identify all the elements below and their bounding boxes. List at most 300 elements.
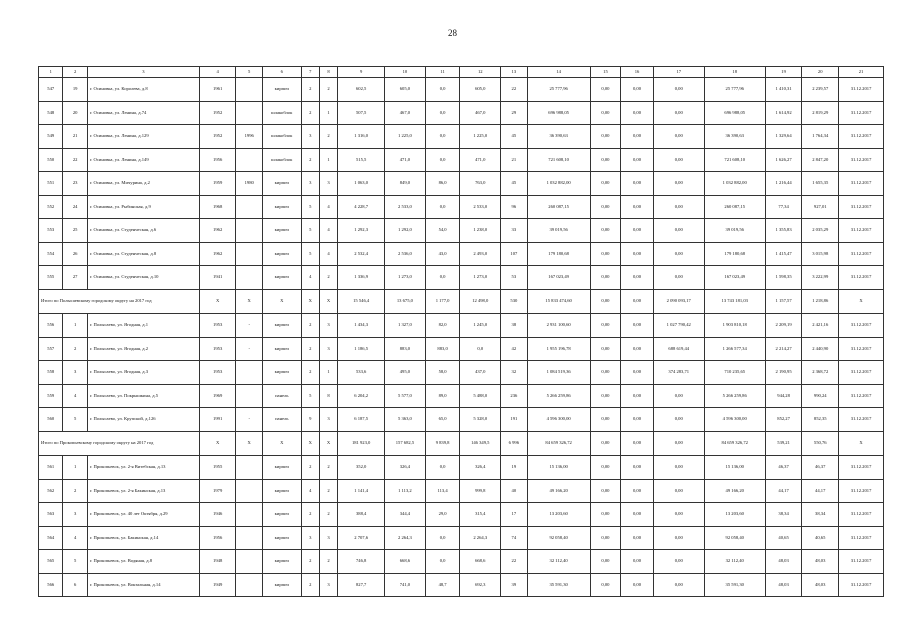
table-cell: 1952	[199, 101, 236, 125]
table-cell: 2	[319, 503, 337, 527]
table-cell: 0,00	[653, 195, 704, 219]
table-cell: 0,00	[590, 431, 621, 456]
table-cell: 36 390,63	[704, 125, 765, 149]
table-cell: 22	[501, 78, 527, 102]
table-cell: 46,37	[765, 456, 802, 480]
table-cell: 553	[39, 219, 63, 243]
table-cell: 107	[501, 242, 527, 266]
table-cell: 21	[63, 125, 87, 149]
column-number-cell: 11	[425, 67, 460, 78]
table-cell: 0,00	[653, 384, 704, 408]
table-cell: 3	[301, 125, 319, 149]
address-cell: г. Осиновка, ул. Ленина, д.149	[87, 148, 199, 172]
table-cell: 84 659 326,72	[704, 431, 765, 456]
table-cell: 4	[319, 219, 337, 243]
column-number-cell: 7	[301, 67, 319, 78]
table-cell: 565	[39, 550, 63, 574]
table-cell: панель	[262, 384, 301, 408]
table-cell: 17	[501, 503, 527, 527]
table-cell: 65,0	[425, 408, 460, 432]
table-cell: 547	[39, 78, 63, 102]
table-cell: 2 819,29	[802, 101, 839, 125]
address-cell: г. Прокопьевск, ул. Бакинская, д.14	[87, 526, 199, 550]
table-cell: 44,17	[765, 479, 802, 503]
table-cell: 2 264,3	[460, 526, 501, 550]
table-cell: 46,37	[802, 456, 839, 480]
table-cell: 0,00	[653, 219, 704, 243]
table-cell: 827,7	[338, 573, 385, 597]
column-number-cell: 17	[653, 67, 704, 78]
table-cell: 1955	[199, 456, 236, 480]
table-cell: 1 655,35	[802, 172, 839, 196]
table-cell: 1941	[199, 266, 236, 290]
table-cell: 3 222,99	[802, 266, 839, 290]
table-cell: кирпич	[262, 78, 301, 102]
table-cell: кирпич	[262, 337, 301, 361]
table-cell: 315,4	[460, 503, 501, 527]
table-cell: 0,00	[653, 526, 704, 550]
table-cell: 3	[319, 408, 337, 432]
table-cell: 1 292,0	[385, 219, 426, 243]
total-row	[39, 431, 884, 456]
table-cell: 2 533,0	[385, 195, 426, 219]
table-cell: 605,0	[460, 78, 501, 102]
table-cell: 31.12.2017	[839, 172, 884, 196]
table-cell: 0,00	[621, 219, 654, 243]
table-cell: 31.12.2017	[839, 384, 884, 408]
table-cell: 2 368,72	[802, 361, 839, 385]
table-cell: 1 238,0	[460, 219, 501, 243]
table-cell: 557	[39, 337, 63, 361]
table-cell: 1 113,2	[385, 479, 426, 503]
table-cell: 22	[63, 148, 87, 172]
table-cell	[236, 101, 262, 125]
table-cell: 0,00	[590, 242, 621, 266]
table-cell: 1 216,44	[765, 172, 802, 196]
table-cell: 4 228,7	[338, 195, 385, 219]
table-cell: 260 087,15	[527, 195, 590, 219]
table-cell: X	[236, 431, 262, 456]
table-cell: 1946	[199, 503, 236, 527]
table-cell: 944,28	[765, 384, 802, 408]
table-cell: 31.12.2017	[839, 148, 884, 172]
table-cell: 559	[39, 384, 63, 408]
table-cell: 1 316,0	[338, 125, 385, 149]
table-cell: 35 591,30	[527, 573, 590, 597]
address-cell: г. Полысаево, ул. Ягодная, д.2	[87, 337, 199, 361]
table-cell: 3	[319, 337, 337, 361]
table-row	[39, 573, 884, 597]
column-number-cell: 18	[704, 67, 765, 78]
table-cell: 15 833 474,60	[527, 289, 590, 314]
table-cell: 1 955 196,78	[527, 337, 590, 361]
table-cell: 2 931 100,60	[527, 314, 590, 338]
table-cell: 564	[39, 526, 63, 550]
table-cell: 2 493,0	[460, 242, 501, 266]
column-number-cell: 1	[39, 67, 63, 78]
address-cell: г. Прокопьевск, ул. 40 лет Октября, д.29	[87, 503, 199, 527]
table-cell	[236, 361, 262, 385]
table-cell: 550	[39, 148, 63, 172]
address-cell: г. Осиновка, ул. Студенческая, д.10	[87, 266, 199, 290]
table-cell: 0,00	[621, 361, 654, 385]
column-number-cell: 3	[87, 67, 199, 78]
table-cell: 31.12.2017	[839, 337, 884, 361]
table-cell: 0,00	[590, 314, 621, 338]
address-cell: г. Прокопьевск, ул. 2-я Бакинская, д.13	[87, 479, 199, 503]
table-cell: 2	[301, 314, 319, 338]
table-cell: 1 327,0	[385, 314, 426, 338]
table-cell: 2 190,95	[765, 361, 802, 385]
table-cell: 539,21	[765, 431, 802, 456]
table-cell: 1 273,0	[385, 266, 426, 290]
table-cell: 19	[501, 456, 527, 480]
table-row	[39, 456, 884, 480]
table-cell: 39 019,56	[527, 219, 590, 243]
table-cell: 0,00	[653, 573, 704, 597]
table-cell: 0,00	[590, 125, 621, 149]
table-cell: 48,03	[765, 573, 802, 597]
table-cell: 31.12.2017	[839, 361, 884, 385]
table-cell: 38,34	[802, 503, 839, 527]
table-row	[39, 550, 884, 574]
table-cell: 31.12.2017	[839, 78, 884, 102]
table-cell: 0,00	[621, 526, 654, 550]
table-cell: 741,0	[385, 573, 426, 597]
table-cell: 1 157,57	[765, 289, 802, 314]
address-cell: г. Осиновка, ул. Студенческая, д.8	[87, 242, 199, 266]
table-cell: 42	[501, 337, 527, 361]
table-cell: 31.12.2017	[839, 456, 884, 480]
table-row	[39, 503, 884, 527]
table-cell: 0,00	[590, 101, 621, 125]
column-number-cell: 5	[236, 67, 262, 78]
table-cell: X	[301, 431, 319, 456]
table-cell: 45	[501, 125, 527, 149]
table-cell: 556	[39, 314, 63, 338]
table-cell: 13 743 181,03	[704, 289, 765, 314]
table-cell: 4	[301, 479, 319, 503]
table-cell: 2 264,3	[385, 526, 426, 550]
table-cell: 5 266 259,86	[704, 384, 765, 408]
table-cell: шлакоблок	[262, 148, 301, 172]
table-cell: 31.12.2017	[839, 526, 884, 550]
table-cell: 1 225,0	[460, 125, 501, 149]
table-cell: 236	[501, 384, 527, 408]
table-cell: 0,0	[425, 266, 460, 290]
table-cell: X	[236, 289, 262, 314]
table-cell: 0,00	[590, 289, 621, 314]
total-row	[39, 289, 884, 314]
table-cell: 352,0	[338, 456, 385, 480]
column-number-cell: 8	[319, 67, 337, 78]
table-row	[39, 526, 884, 550]
table-cell	[236, 148, 262, 172]
table-cell: 58,0	[425, 361, 460, 385]
column-number-cell: 6	[262, 67, 301, 78]
table-cell: 31.12.2017	[839, 242, 884, 266]
address-cell: г. Прокопьевск, ул. Вокзальная, д.14	[87, 573, 199, 597]
table-cell: 0,00	[590, 526, 621, 550]
table-cell: 0,00	[621, 195, 654, 219]
table-cell: 1962	[199, 219, 236, 243]
table-cell: 1961	[199, 78, 236, 102]
table-cell: 0,00	[653, 479, 704, 503]
table-cell: 39 019,56	[704, 219, 765, 243]
table-cell: 4 596 300,00	[704, 408, 765, 432]
table-cell: 0,00	[653, 172, 704, 196]
table-row	[39, 219, 884, 243]
table-cell: 31.12.2017	[839, 101, 884, 125]
table-cell	[236, 195, 262, 219]
table-cell: 0,00	[590, 148, 621, 172]
table-cell: 3	[319, 573, 337, 597]
table-cell: 467,0	[385, 101, 426, 125]
column-number-cell: 4	[199, 67, 236, 78]
column-number-cell: 13	[501, 67, 527, 78]
table-cell: 0,00	[621, 101, 654, 125]
table-cell: 1 218,86	[802, 289, 839, 314]
table-cell: 260 087,15	[704, 195, 765, 219]
table-cell: 0,00	[621, 289, 654, 314]
table-cell: 2	[301, 573, 319, 597]
table-cell: 688 619,44	[653, 337, 704, 361]
table-cell: 852,35	[802, 408, 839, 432]
table-cell: 1 273,0	[460, 266, 501, 290]
address-cell: г. Полысаево, ул. Ягодная, д.3	[87, 361, 199, 385]
table-cell: 32 112,40	[527, 550, 590, 574]
table-cell: 4	[63, 526, 87, 550]
table-cell: 710 235,65	[704, 361, 765, 385]
table-cell: 2	[301, 503, 319, 527]
table-cell: 44,17	[802, 479, 839, 503]
table-cell: 0,00	[621, 550, 654, 574]
table-cell: 1948	[199, 550, 236, 574]
table-cell: 96	[501, 195, 527, 219]
table-cell: шлакоблок	[262, 101, 301, 125]
table-cell: 1 415,47	[765, 242, 802, 266]
table-cell: 0,00	[621, 314, 654, 338]
table-cell: 22	[501, 550, 527, 574]
table-cell: 0,00	[621, 503, 654, 527]
table-cell	[236, 526, 262, 550]
table-cell: 1 063,0	[338, 172, 385, 196]
table-cell: 2 209,19	[765, 314, 802, 338]
table-cell: 0,00	[653, 242, 704, 266]
table-cell: 48,03	[802, 573, 839, 597]
table-cell: 4	[319, 195, 337, 219]
table-cell: 3	[319, 314, 337, 338]
table-cell: 15 546,4	[338, 289, 385, 314]
table-cell: 558	[39, 361, 63, 385]
table-cell: 0,00	[653, 503, 704, 527]
table-cell: X	[262, 431, 301, 456]
table-cell: 167 023,49	[527, 266, 590, 290]
table-cell: 0,00	[621, 573, 654, 597]
table-cell: 31.12.2017	[839, 408, 884, 432]
table-cell: 2	[319, 125, 337, 149]
table-cell: 0,00	[590, 266, 621, 290]
table-cell: 883,0	[385, 337, 426, 361]
table-cell: 2	[319, 479, 337, 503]
table-cell: кирпич	[262, 573, 301, 597]
table-cell: 1 598,35	[765, 266, 802, 290]
table-cell: 0,00	[621, 456, 654, 480]
table-cell: 4	[63, 384, 87, 408]
table-cell: 6 996	[501, 431, 527, 456]
table-cell: 2 707,6	[338, 526, 385, 550]
table-cell: 2 239,57	[802, 78, 839, 102]
column-number-cell: 12	[460, 67, 501, 78]
table-cell: 1	[319, 101, 337, 125]
table-cell: 927,01	[802, 195, 839, 219]
table-cell: 31.12.2017	[839, 195, 884, 219]
table-cell: 25 777,96	[527, 78, 590, 102]
table-cell: 1 084 519,36	[527, 361, 590, 385]
table-cell: X	[199, 289, 236, 314]
table-cell: 0,00	[621, 148, 654, 172]
table-cell: 6 187,5	[338, 408, 385, 432]
table-cell: 1 225,0	[385, 125, 426, 149]
table-row	[39, 78, 884, 102]
table-cell: 2	[319, 78, 337, 102]
table-cell: 36 390,63	[527, 125, 590, 149]
table-cell: 0,00	[621, 242, 654, 266]
table-cell: 1 410,31	[765, 78, 802, 102]
table-cell: 550,76	[802, 431, 839, 456]
table-cell: 374 283,71	[653, 361, 704, 385]
table-cell: 38	[501, 314, 527, 338]
table-cell: 0,00	[621, 479, 654, 503]
column-number-cell: 21	[839, 67, 884, 78]
table-cell: 602,5	[338, 78, 385, 102]
table-cell: 1 614,92	[765, 101, 802, 125]
table-cell: 471,0	[385, 148, 426, 172]
table-cell: 2	[301, 456, 319, 480]
table-cell: 883,0	[425, 337, 460, 361]
table-cell: 181 923,0	[338, 431, 385, 456]
table-cell: 696 988,05	[527, 101, 590, 125]
table-cell: 467,0	[460, 101, 501, 125]
table-cell: 40,65	[802, 526, 839, 550]
total-label: Итого по Прокопьевскому городскому округу на 2017 год	[39, 431, 200, 456]
table-cell: 5	[63, 550, 87, 574]
table-cell: 1969	[199, 384, 236, 408]
table-row	[39, 148, 884, 172]
table-cell: 1956	[199, 148, 236, 172]
table-cell: кирпич	[262, 314, 301, 338]
table-cell: X	[839, 431, 884, 456]
table-cell: 692,3	[460, 573, 501, 597]
housing-table	[38, 66, 884, 597]
table-cell: 2 532,4	[338, 242, 385, 266]
address-cell: г. Осиновка, ул. Студенческая, д.6	[87, 219, 199, 243]
table-cell: 0,0	[460, 337, 501, 361]
table-cell: кирпич	[262, 219, 301, 243]
table-cell: 12 498,0	[460, 289, 501, 314]
table-cell: 1 186,5	[338, 337, 385, 361]
table-cell: 27	[63, 266, 87, 290]
address-cell: г. Полысаево, ул. Ягодная, д.1	[87, 314, 199, 338]
table-cell	[236, 479, 262, 503]
table-cell: 0,00	[590, 503, 621, 527]
table-cell: 1956	[199, 526, 236, 550]
table-cell: 990,24	[802, 384, 839, 408]
table-cell: 1962	[199, 242, 236, 266]
table-cell: 2 536,0	[385, 242, 426, 266]
table-cell: 1996	[236, 125, 262, 149]
table-cell: кирпич	[262, 456, 301, 480]
table-cell: 0,0	[425, 125, 460, 149]
address-cell: г. Осиновка, ул. Королева, д.8	[87, 78, 199, 102]
table-cell: 561	[39, 456, 63, 480]
table-cell	[236, 456, 262, 480]
table-cell: 0,00	[590, 479, 621, 503]
table-cell: 3	[301, 526, 319, 550]
table-cell: 32	[501, 361, 527, 385]
address-cell: г. Осиновка, ул. Мичурина, д.2	[87, 172, 199, 196]
table-cell: 2	[319, 456, 337, 480]
table-cell: 763,0	[460, 172, 501, 196]
address-cell: г. Осиновка, ул. Рыбинская, д.9	[87, 195, 199, 219]
table-cell: 21	[501, 148, 527, 172]
table-cell: 0,0	[425, 195, 460, 219]
table-row	[39, 479, 884, 503]
table-cell: 40	[501, 479, 527, 503]
table-cell: 26	[63, 242, 87, 266]
table-cell: 668,6	[460, 550, 501, 574]
table-cell: 3	[63, 361, 87, 385]
table-cell: 0,00	[653, 101, 704, 125]
table-cell: 31.12.2017	[839, 266, 884, 290]
table-cell: 554	[39, 242, 63, 266]
table-cell: 0,0	[425, 526, 460, 550]
column-number-cell: 15	[590, 67, 621, 78]
table-cell: 5 363,0	[385, 408, 426, 432]
table-cell: 92 058,40	[704, 526, 765, 550]
table-cell: 2	[301, 78, 319, 102]
table-cell	[236, 384, 262, 408]
table-cell: 3	[301, 172, 319, 196]
table-cell: 3	[319, 172, 337, 196]
table-cell: 84 659 326,72	[527, 431, 590, 456]
table-cell: 9	[301, 408, 319, 432]
table-cell: 0,00	[653, 266, 704, 290]
table-cell: 552	[39, 195, 63, 219]
table-row	[39, 242, 884, 266]
table-cell: -	[236, 314, 262, 338]
table-cell: 0,00	[590, 361, 621, 385]
table-cell: 0,0	[425, 78, 460, 102]
table-cell: 1 266 577,34	[704, 337, 765, 361]
table-cell: 1	[319, 361, 337, 385]
table-cell: 5	[301, 219, 319, 243]
table-cell: X	[319, 289, 337, 314]
table-cell: 2 090 093,17	[653, 289, 704, 314]
table-cell: 1953	[199, 361, 236, 385]
table-cell: 92 058,40	[527, 526, 590, 550]
table-cell: 852,27	[765, 408, 802, 432]
table-cell: 6 204,2	[338, 384, 385, 408]
table-cell: 2	[63, 479, 87, 503]
table-cell: 1 141,4	[338, 479, 385, 503]
table-cell: 2 421,16	[802, 314, 839, 338]
table-cell: 2	[301, 101, 319, 125]
table-cell: 0,00	[621, 408, 654, 432]
table-cell: 495,0	[385, 361, 426, 385]
table-cell: 4	[301, 266, 319, 290]
table-cell: 20	[63, 101, 87, 125]
